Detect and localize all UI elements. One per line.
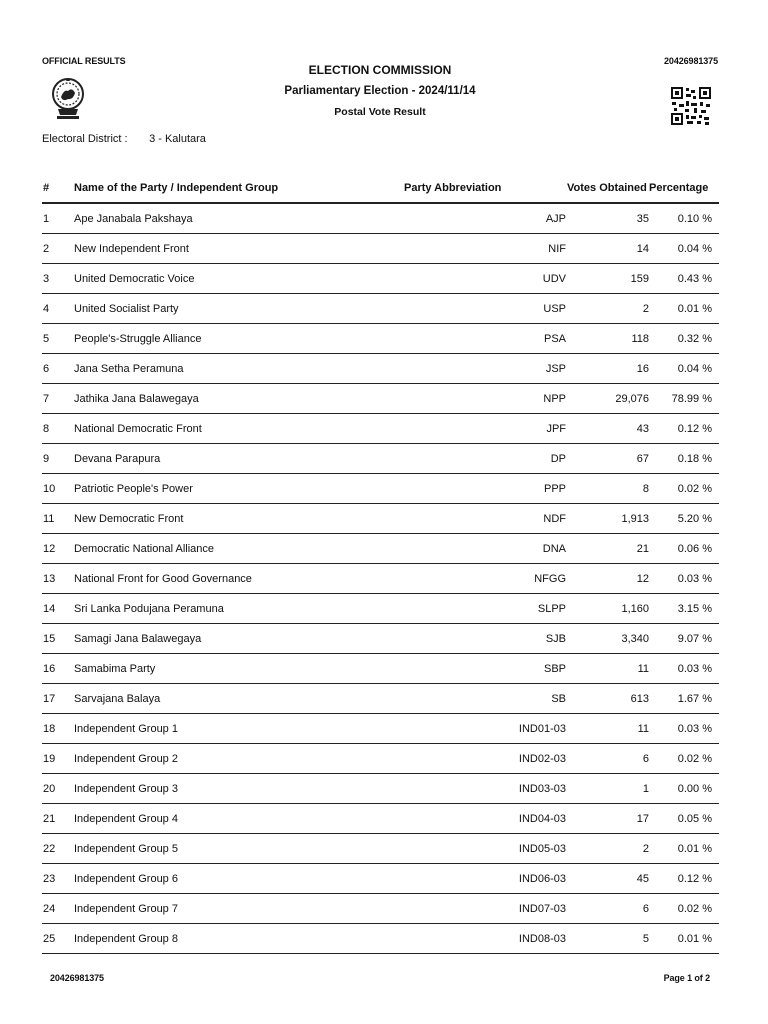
row-number: 23 <box>42 864 74 894</box>
table-row <box>42 834 719 864</box>
percentage: 0.10 % <box>649 203 719 234</box>
table-row <box>42 324 719 354</box>
percentage: 78.99 % <box>649 384 719 414</box>
national-emblem-icon <box>50 75 86 121</box>
table-row <box>42 264 719 294</box>
votes-obtained: 1 <box>567 774 649 804</box>
official-results-label: OFFICIAL RESULTS <box>42 56 126 66</box>
percentage: 0.03 % <box>649 564 719 594</box>
votes-obtained: 1,913 <box>567 504 649 534</box>
party-abbreviation: IND08-03 <box>404 924 567 954</box>
percentage: 0.03 % <box>649 654 719 684</box>
table-row <box>42 474 719 504</box>
votes-obtained: 3,340 <box>567 624 649 654</box>
votes-obtained: 14 <box>567 234 649 264</box>
party-abbreviation: USP <box>404 294 567 324</box>
party-name: Independent Group 7 <box>74 894 404 924</box>
district-label: Electoral District : <box>42 133 128 145</box>
header-percentage: Percentage <box>649 174 719 203</box>
row-number: 10 <box>42 474 74 504</box>
party-abbreviation: DP <box>404 444 567 474</box>
party-name: United Democratic Voice <box>74 264 404 294</box>
percentage: 0.04 % <box>649 354 719 384</box>
row-number: 16 <box>42 654 74 684</box>
footer-document-number: 20426981375 <box>50 973 104 983</box>
votes-obtained: 17 <box>567 804 649 834</box>
row-number: 21 <box>42 804 74 834</box>
row-number: 8 <box>42 414 74 444</box>
percentage: 0.32 % <box>649 324 719 354</box>
table-row <box>42 684 719 714</box>
percentage: 0.01 % <box>649 834 719 864</box>
organization-title: ELECTION COMMISSION <box>308 63 452 77</box>
party-abbreviation: IND02-03 <box>404 744 567 774</box>
party-name: Independent Group 2 <box>74 744 404 774</box>
table-row <box>42 714 719 744</box>
party-name: Independent Group 3 <box>74 774 404 804</box>
row-number: 12 <box>42 534 74 564</box>
result-type-title: Postal Vote Result <box>334 106 426 118</box>
votes-obtained: 16 <box>567 354 649 384</box>
party-name: Jathika Jana Balawegaya <box>74 384 404 414</box>
party-name: Sarvajana Balaya <box>74 684 404 714</box>
row-number: 2 <box>42 234 74 264</box>
party-abbreviation: IND05-03 <box>404 834 567 864</box>
table-row <box>42 744 719 774</box>
party-abbreviation: SJB <box>404 624 567 654</box>
votes-obtained: 12 <box>567 564 649 594</box>
votes-obtained: 5 <box>567 924 649 954</box>
party-abbreviation: IND07-03 <box>404 894 567 924</box>
table-row <box>42 894 719 924</box>
party-abbreviation: SB <box>404 684 567 714</box>
row-number: 11 <box>42 504 74 534</box>
party-name: Independent Group 6 <box>74 864 404 894</box>
row-number: 17 <box>42 684 74 714</box>
party-abbreviation: IND06-03 <box>404 864 567 894</box>
party-abbreviation: JSP <box>404 354 567 384</box>
percentage: 0.05 % <box>649 804 719 834</box>
row-number: 20 <box>42 774 74 804</box>
table-row <box>42 564 719 594</box>
header-number: # <box>42 174 74 203</box>
percentage: 5.20 % <box>649 504 719 534</box>
party-name: Independent Group 5 <box>74 834 404 864</box>
table-row <box>42 594 719 624</box>
party-name: Democratic National Alliance <box>74 534 404 564</box>
table-row <box>42 624 719 654</box>
row-number: 15 <box>42 624 74 654</box>
table-row <box>42 924 719 954</box>
party-abbreviation: PPP <box>404 474 567 504</box>
votes-obtained: 11 <box>567 714 649 744</box>
row-number: 18 <box>42 714 74 744</box>
party-abbreviation: UDV <box>404 264 567 294</box>
row-number: 7 <box>42 384 74 414</box>
row-number: 13 <box>42 564 74 594</box>
party-abbreviation: NPP <box>404 384 567 414</box>
party-name: Ape Janabala Pakshaya <box>74 203 404 234</box>
party-abbreviation: NIF <box>404 234 567 264</box>
percentage: 0.06 % <box>649 534 719 564</box>
table-row <box>42 203 719 234</box>
party-name: Samabima Party <box>74 654 404 684</box>
table-row <box>42 864 719 894</box>
table-row <box>42 354 719 384</box>
votes-obtained: 67 <box>567 444 649 474</box>
party-abbreviation: AJP <box>404 203 567 234</box>
party-name: Independent Group 4 <box>74 804 404 834</box>
votes-obtained: 1,160 <box>567 594 649 624</box>
party-abbreviation: PSA <box>404 324 567 354</box>
table-row <box>42 234 719 264</box>
header-votes: Votes Obtained <box>567 174 649 203</box>
party-name: National Democratic Front <box>74 414 404 444</box>
table-row <box>42 804 719 834</box>
party-name: Samagi Jana Balawegaya <box>74 624 404 654</box>
percentage: 3.15 % <box>649 594 719 624</box>
percentage: 9.07 % <box>649 624 719 654</box>
header-party-name: Name of the Party / Independent Group <box>74 174 404 203</box>
header-abbreviation: Party Abbreviation <box>404 174 567 203</box>
party-abbreviation: DNA <box>404 534 567 564</box>
votes-obtained: 8 <box>567 474 649 504</box>
percentage: 0.01 % <box>649 294 719 324</box>
votes-obtained: 118 <box>567 324 649 354</box>
electoral-district <box>42 133 206 145</box>
table-row <box>42 504 719 534</box>
votes-obtained: 6 <box>567 744 649 774</box>
row-number: 25 <box>42 924 74 954</box>
page-number: Page 1 of 2 <box>663 973 710 983</box>
document-number: 20426981375 <box>664 56 718 66</box>
party-name: Patriotic People's Power <box>74 474 404 504</box>
percentage: 0.18 % <box>649 444 719 474</box>
votes-obtained: 2 <box>567 294 649 324</box>
row-number: 3 <box>42 264 74 294</box>
table-row <box>42 654 719 684</box>
votes-obtained: 35 <box>567 203 649 234</box>
votes-obtained: 45 <box>567 864 649 894</box>
votes-obtained: 43 <box>567 414 649 444</box>
percentage: 0.00 % <box>649 774 719 804</box>
election-title: Parliamentary Election - 2024/11/14 <box>284 85 476 97</box>
qr-code-icon <box>671 87 711 125</box>
row-number: 22 <box>42 834 74 864</box>
party-abbreviation: IND01-03 <box>404 714 567 744</box>
votes-obtained: 21 <box>567 534 649 564</box>
percentage: 0.01 % <box>649 924 719 954</box>
party-name: People's-Struggle Alliance <box>74 324 404 354</box>
percentage: 0.12 % <box>649 864 719 894</box>
table-row <box>42 774 719 804</box>
party-abbreviation: SBP <box>404 654 567 684</box>
votes-obtained: 613 <box>567 684 649 714</box>
results-table <box>42 174 719 954</box>
row-number: 14 <box>42 594 74 624</box>
table-row <box>42 384 719 414</box>
table-row <box>42 444 719 474</box>
row-number: 5 <box>42 324 74 354</box>
party-name: New Independent Front <box>74 234 404 264</box>
percentage: 1.67 % <box>649 684 719 714</box>
party-name: Independent Group 1 <box>74 714 404 744</box>
votes-obtained: 29,076 <box>567 384 649 414</box>
party-name: Sri Lanka Podujana Peramuna <box>74 594 404 624</box>
district-value: 3 - Kalutara <box>149 133 206 145</box>
table-row <box>42 294 719 324</box>
votes-obtained: 11 <box>567 654 649 684</box>
party-abbreviation: IND03-03 <box>404 774 567 804</box>
party-name: Devana Parapura <box>74 444 404 474</box>
votes-obtained: 159 <box>567 264 649 294</box>
party-abbreviation: NDF <box>404 504 567 534</box>
party-name: New Democratic Front <box>74 504 404 534</box>
votes-obtained: 2 <box>567 834 649 864</box>
row-number: 6 <box>42 354 74 384</box>
party-abbreviation: NFGG <box>404 564 567 594</box>
row-number: 19 <box>42 744 74 774</box>
party-name: Jana Setha Peramuna <box>74 354 404 384</box>
party-abbreviation: IND04-03 <box>404 804 567 834</box>
row-number: 9 <box>42 444 74 474</box>
row-number: 1 <box>42 203 74 234</box>
row-number: 24 <box>42 894 74 924</box>
percentage: 0.12 % <box>649 414 719 444</box>
table-row <box>42 414 719 444</box>
table-header-row <box>42 174 719 203</box>
party-abbreviation: JPF <box>404 414 567 444</box>
percentage: 0.04 % <box>649 234 719 264</box>
percentage: 0.02 % <box>649 474 719 504</box>
party-name: Independent Group 8 <box>74 924 404 954</box>
percentage: 0.02 % <box>649 894 719 924</box>
party-name: United Socialist Party <box>74 294 404 324</box>
party-abbreviation: SLPP <box>404 594 567 624</box>
percentage: 0.02 % <box>649 744 719 774</box>
votes-obtained: 6 <box>567 894 649 924</box>
percentage: 0.03 % <box>649 714 719 744</box>
percentage: 0.43 % <box>649 264 719 294</box>
party-name: National Front for Good Governance <box>74 564 404 594</box>
row-number: 4 <box>42 294 74 324</box>
table-row <box>42 534 719 564</box>
